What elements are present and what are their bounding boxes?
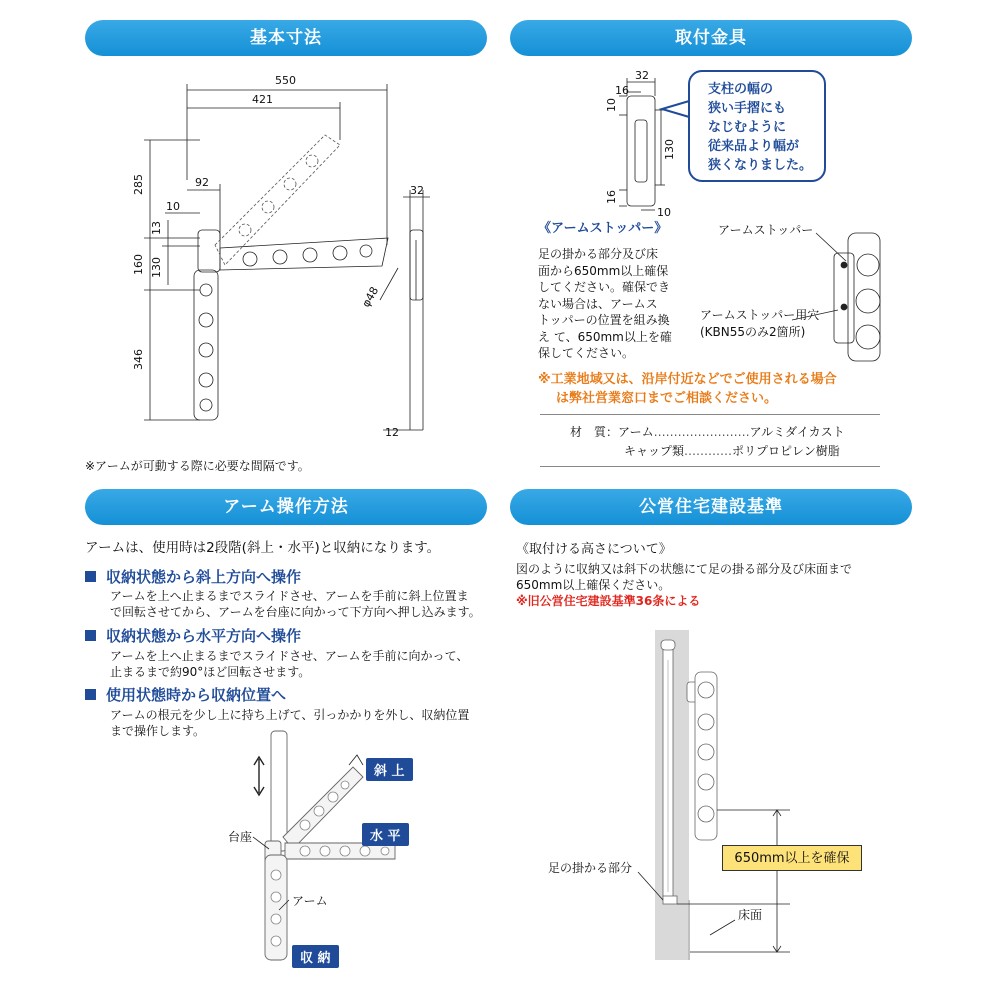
tag-horizontal: 水 平	[362, 823, 409, 846]
operation-heading-text: 収納状態から水平方向へ操作	[106, 627, 302, 645]
bullet-square	[85, 571, 96, 582]
section-mounting-bracket: 取付金具	[510, 20, 912, 56]
caution-line: ※工業地域又は、沿岸付近などでご使用される場合	[538, 372, 837, 387]
dim-285: 285	[132, 174, 145, 195]
operation-line: アームを上へ止まるまでスライドさせ、アームを手前に斜上位置ま	[110, 589, 469, 603]
dimension-drawing	[120, 70, 450, 450]
stopper-line: 保してください。	[538, 346, 635, 360]
operation-line: 止まるまで約90°ほど回転させます。	[110, 665, 311, 679]
stopper-text	[538, 246, 672, 362]
bracket-dim-10-bottom: 10	[657, 206, 671, 219]
bubble-line: 支柱の幅の	[708, 82, 774, 97]
label-foot-area: 足の掛かる部分	[548, 861, 633, 875]
height-box: 650mm以上を確保	[722, 845, 862, 871]
dim-346: 346	[132, 349, 145, 370]
stopper-hole-note: (KBN55のみ2箇所)	[700, 325, 806, 339]
stopper-drawing	[820, 225, 890, 365]
operation-heading-2	[85, 625, 301, 646]
operation-line: まで操作します。	[110, 724, 206, 738]
section-public-housing: 公営住宅建設基準	[510, 489, 912, 525]
height-drawing	[545, 630, 865, 970]
dim-92: 92	[195, 176, 209, 189]
standard-line: 図のように収納又は斜下の状態にて足の掛る部分及び床面まで	[516, 562, 853, 576]
bullet-square	[85, 689, 96, 700]
material-row-cap	[570, 442, 845, 461]
material-cap-value: ポリプロピレン樹脂	[732, 444, 840, 458]
section-basic-dimensions: 基本寸法	[85, 20, 487, 56]
dim-421: 421	[252, 93, 273, 106]
dim-13: 13	[150, 221, 163, 235]
section-arm-operation: アーム操作方法	[85, 489, 487, 525]
material-divider	[540, 466, 880, 467]
stopper-line: 面から650mm以上確保	[538, 263, 669, 278]
dim-10: 10	[166, 200, 180, 213]
stopper-hole-label: アームストッパー用穴	[700, 308, 820, 322]
bracket-dim-16-top: 16	[615, 84, 629, 97]
bracket-dim-10-top: 10	[605, 98, 618, 112]
stopper-label: アームストッパー	[718, 223, 814, 237]
dim-550: 550	[275, 74, 296, 87]
standard-line: 650mm以上確保ください。	[516, 578, 671, 592]
stopper-line: 足の掛かる部分及び床	[538, 247, 659, 261]
stopper-line: え て、650mm以上を確	[538, 329, 672, 344]
dim-12: 12	[385, 426, 399, 439]
standard-reference: ※旧公営住宅建設基準36条による	[516, 594, 701, 608]
dimension-note: ※アームが可動する際に必要な間隔です。	[85, 459, 310, 473]
standard-text	[516, 561, 852, 593]
operation-line: で回転させてから、アームを台座に向かって下方向へ押し込みます。	[110, 605, 481, 619]
material-cap: キャップ類	[624, 444, 685, 458]
stopper-line: トッパーの位置を組み換	[538, 313, 670, 327]
bracket-speech-bubble	[688, 70, 826, 182]
stopper-line: してください。確保でき	[538, 280, 671, 294]
material-divider	[540, 414, 880, 415]
bubble-line: なじむように	[708, 120, 787, 135]
operation-heading-text: 使用状態時から収納位置へ	[106, 686, 287, 704]
tag-diagonal: 斜 上	[366, 758, 413, 781]
bubble-line: 狭い手摺にも	[708, 101, 787, 116]
bullet-square	[85, 630, 96, 641]
operation-line: アームを上へ止まるまでスライドさせ、アームを手前に向かって、	[110, 649, 469, 663]
bracket-drawing	[605, 70, 685, 220]
operation-heading-3	[85, 684, 286, 705]
bubble-line: 従来品より幅が	[708, 139, 800, 154]
caution-line: は弊社営業窓口までご相談ください。	[556, 391, 778, 406]
operation-intro: アームは、使用時は2段階(斜上・水平)と収納になります。	[85, 540, 441, 556]
stopper-line: ない場合は、アームス	[538, 296, 658, 311]
bracket-dim-130: 130	[663, 139, 676, 160]
material-label: 材 質：	[570, 425, 619, 439]
label-arm: アーム	[292, 894, 328, 908]
operation-heading-1	[85, 566, 301, 587]
material-arm: アーム	[618, 425, 654, 439]
bracket-dim-16-bottom: 16	[605, 190, 618, 204]
operation-heading-text: 収納状態から斜上方向へ操作	[106, 568, 302, 586]
stopper-heading: 《アームストッパー》	[538, 221, 668, 236]
dim-32: 32	[410, 184, 424, 197]
bracket-dim-32: 32	[635, 69, 649, 82]
bubble-line: 狭くなりました。	[708, 158, 813, 173]
dim-phi48: φ48	[359, 284, 382, 310]
caution-note	[538, 370, 837, 408]
standard-heading: 《取付ける高さについて》	[516, 542, 672, 557]
label-base: 台座	[228, 830, 253, 844]
material-dots: ……………………	[653, 425, 750, 439]
tag-stored: 収 納	[292, 945, 339, 968]
material-arm-value: アルミダイカスト	[749, 425, 845, 439]
material-dots: …………	[684, 444, 733, 458]
material-table	[570, 423, 845, 461]
material-row-arm	[570, 423, 845, 442]
operation-text-2	[110, 648, 468, 680]
label-floor: 床面	[738, 908, 763, 922]
operation-text-1	[110, 588, 481, 620]
dim-130: 130	[150, 257, 163, 278]
operation-line: アームの根元を少し上に持ち上げて、引っかかりを外し、収納位置	[110, 708, 470, 722]
dim-160: 160	[132, 254, 145, 275]
